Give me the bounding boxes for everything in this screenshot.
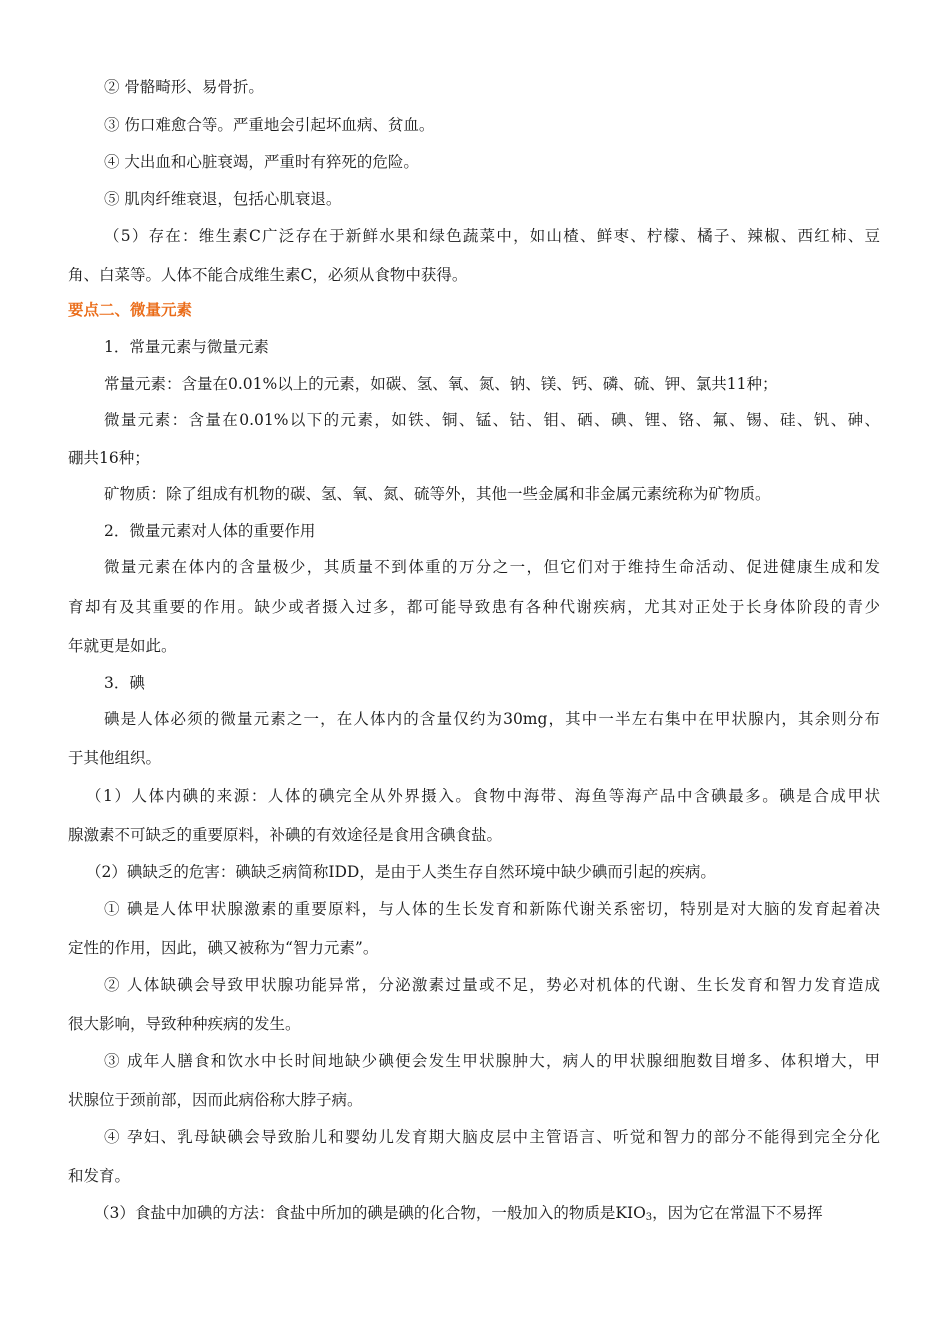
paragraph-line: 于其他组织。: [68, 749, 162, 767]
paragraph-line: 育却有及其重要的作用。缺少或者摄入过多，都可能导致患有各种代谢疾病，尤其对正处于长身体阶段的青少: [68, 598, 880, 616]
paragraph-line: （1）人体内碘的来源：人体的碘完全从外界摄入。食物中海带、海鱼等海产品中含碘最多。碘是合成甲状: [86, 787, 880, 805]
paragraph-line: （5）存在：维生素C广泛存在于新鲜水果和绿色蔬菜中，如山楂、鲜枣、柠檬、橘子、辣椒、西红柿、豆: [104, 227, 880, 245]
paragraph-line: 和发育。: [68, 1167, 131, 1185]
paragraph-line: 常量元素：含量在0.01%以上的元素，如碳、氢、氧、氮、钠、镁、钙、磷、硫、钾、氯共11种；: [104, 375, 778, 393]
paragraph-line: ① 碘是人体甲状腺激素的重要原料，与人体的生长发育和新陈代谢关系密切，特别是对大脑的发育起着决: [104, 900, 880, 918]
paragraph-line: 腺激素不可缺乏的重要原料，补碘的有效途径是食用含碘食盐。: [68, 826, 503, 844]
paragraph-line: 角、白菜等。人体不能合成维生素C，必须从食物中获得。: [68, 266, 468, 284]
paragraph-line: [94, 1203, 823, 1228]
paragraph-line: 碘是人体必须的微量元素之一，在人体内的含量仅约为30mg，其中一半左右集中在甲状腺内，其余则分布: [104, 710, 880, 728]
paragraph-line: ④ 大出血和心脏衰竭，严重时有猝死的危险。: [104, 153, 419, 171]
paragraph-line: 微量元素：含量在0.01%以下的元素，如铁、铜、锰、钴、钼、硒、碘、锂、铬、氟、锡、硅、钒、砷、: [104, 411, 880, 429]
paragraph-line: 状腺位于颈前部，因而此病俗称大脖子病。: [68, 1091, 363, 1109]
line-text-end: ，因为它在常温下不易挥: [652, 1204, 823, 1222]
line-text-start: （3）食盐中加碘的方法：食盐中所加的碘是碘的化合物，一般加入的物质是KIO: [94, 1204, 646, 1222]
paragraph-line: （2）碘缺乏的危害：碘缺乏病简称IDD，是由于人类生存自然环境中缺少碘而引起的疾病。: [86, 863, 716, 881]
paragraph-line: ④ 孕妇、乳母缺碘会导致胎儿和婴幼儿发育期大脑皮层中主管语言、听觉和智力的部分不能得到完全分化: [104, 1128, 880, 1146]
paragraph-line: 1．常量元素与微量元素: [104, 338, 269, 356]
section-heading: 要点二、微量元素: [68, 301, 193, 319]
subscript: 3: [645, 1212, 653, 1223]
paragraph-line: 2．微量元素对人体的重要作用: [104, 522, 316, 540]
paragraph-line: ② 人体缺碘会导致甲状腺功能异常，分泌激素过量或不足，势必对机体的代谢、生长发育和智力发育造成: [104, 976, 880, 994]
paragraph-line: 3．碘: [104, 674, 145, 692]
paragraph-line: 定性的作用，因此，碘又被称为“智力元素”。: [68, 939, 379, 957]
paragraph-line: ⑤ 肌肉纤维衰退，包括心肌衰退。: [104, 190, 342, 208]
paragraph-line: ② 骨骼畸形、易骨折。: [104, 78, 264, 96]
paragraph-line: 硼共16种；: [68, 449, 150, 467]
paragraph-line: 很大影响，导致种种疾病的发生。: [68, 1015, 301, 1033]
paragraph-line: 矿物质：除了组成有机物的碳、氢、氧、氮、硫等外，其他一些金属和非金属元素统称为矿物质。: [104, 485, 771, 503]
paragraph-line: 年就更是如此。: [68, 637, 177, 655]
paragraph-line: 微量元素在体内的含量极少，其质量不到体重的万分之一，但它们对于维持生命活动、促进健康生成和发: [104, 558, 880, 576]
paragraph-line: ③ 伤口难愈合等。严重地会引起坏血病、贫血。: [104, 116, 435, 134]
paragraph-line: ③ 成年人膳食和饮水中长时间地缺少碘便会发生甲状腺肿大，病人的甲状腺细胞数目增多、体积增大，甲: [104, 1052, 880, 1070]
